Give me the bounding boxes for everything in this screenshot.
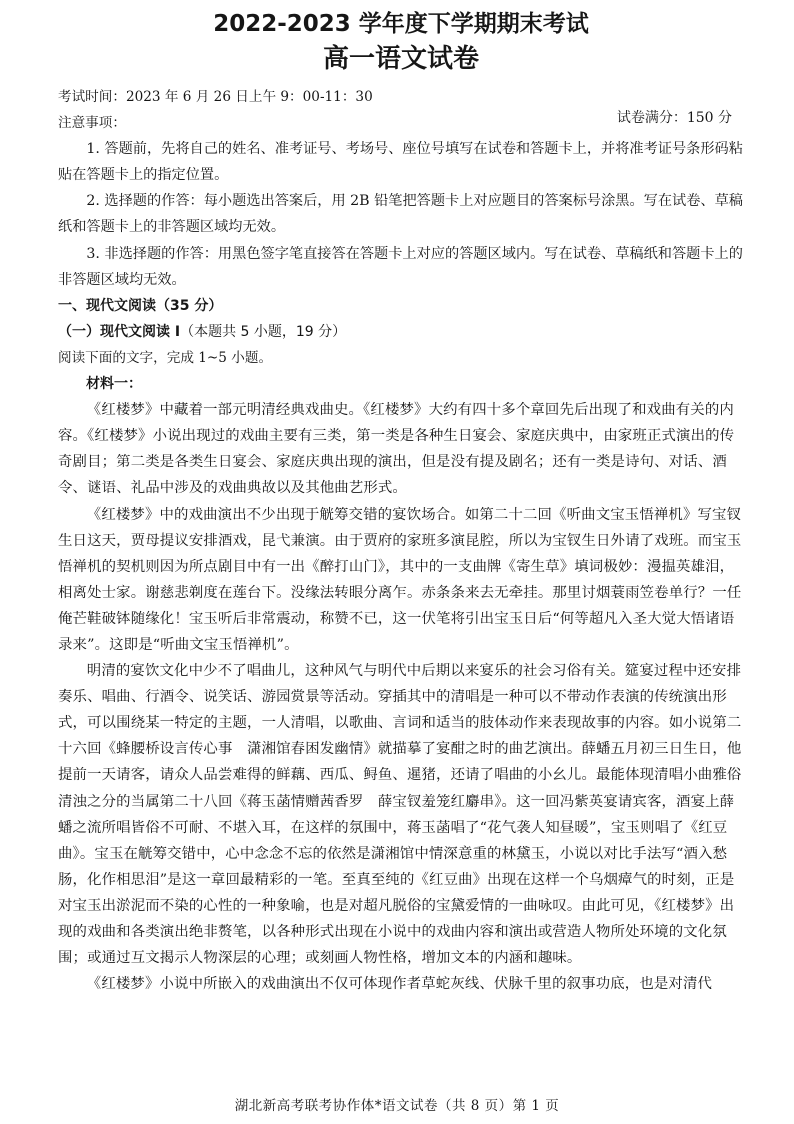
subsection-label: （一）现代文阅读 I: [58, 323, 181, 340]
note-item-3: 3. 非选择题的作答：用黑色签字笔直接答在答题卡上对应的答题区域内。写在试卷、草稿纸和答题卡上的非答题区域均无效。: [58, 245, 743, 288]
exam-time: 考试时间：2023 年 6 月 26 日上午 9：00-11：30: [58, 89, 373, 105]
page-footer: 湖北新高考联考协作体*语文试卷（共 8 页）第 1 页: [234, 1098, 560, 1114]
note-item-1: 1. 答题前，先将自己的姓名、准考证号、考场号、座位号填写在试卷和答题卡上，并将准考证号条形码粘贴在答题卡上的指定位置。: [58, 141, 743, 184]
material-label: 材料一：: [86, 376, 142, 393]
exam-title: 2022-2023 学年度下学期期末考试: [213, 11, 589, 37]
subsection-title: [58, 319, 744, 345]
body-paragraph-4: 《红楼梦》小说中所嵌入的戏曲演出不仅可体现作者草蛇灰线、伏脉千里的叙事功底，也是对清代: [86, 976, 713, 993]
subsection-detail: （本题共 5 小题，19 分）: [180, 323, 347, 340]
note-item-2: 2. 选择题的作答：每小题选出答案后，用 2B 铅笔把答题卡上对应题目的答案标号涂黑。写在试卷、草稿纸和答题卡上的非答题区域均无效。: [58, 193, 743, 236]
reading-instruction: 阅读下面的文字，完成 1~5 小题。: [58, 349, 273, 366]
body-paragraph-3: 明清的宴饮文化中少不了唱曲儿，这种风气与明代中后期以来宴乐的社会习俗有关。筵宴过程中还安排奏乐、唱曲、行酒令、说笑话、游园赏景等活动。穿插其中的清唱是一种可以不带动作表演的传统演出形式，可以围绕某一特定的主题，一人清唱，以歌曲、言词和适当的肢体动作来表现故事的内容。如小说第二十六回《蜂腰桥设言传心事 潇湘馆春困发幽情》就描摹了宴酣之时的曲艺演出。薛蟠五月初三日生日，他提前一天请客，请众人品尝难得的鲜藕、西瓜、鲟鱼、暹猪，还请了唱曲的小幺儿。最能体现清唱小曲雅俗清浊之分的当属第二十八回《蒋玉菡情赠茜香罗 薛宝钗羞笼红麝串》。这一回冯紫英宴请宾客，酒宴上薛蟠之流所唱皆俗不可耐、不堪入耳，在这样的氛围中，蒋玉菡唱了“花气袭人知昼暖”，宝玉则唱了《红豆曲》。宝玉在觥筹交错中，心中念念不忘的依然是潇湘馆中情深意重的林黛玉，小说以对比手法写“酒入愁肠，化作相思泪”是这一章回最精彩的一笔。至真至纯的《红豆曲》出现在这样一个乌烟瘴气的时刻，正是对宝玉出淤泥而不染的心性的一种象喻，也是对超凡脱俗的宝黛爱情的一曲咏叹。由此可见，《红楼梦》出现的戏曲和各类演出绝非赘笔，以各种形式出现在小说中的戏曲内容和演出或营造人物所处环境的文化氛围；或通过互文揭示人物深层的心理；或刻画人物性格，增加文本的内涵和趣味。: [58, 663, 742, 967]
body-paragraph-1: 《红楼梦》中藏着一部元明清经典戏曲史。《红楼梦》大约有四十多个章回先后出现了和戏曲有关的内容。《红楼梦》小说出现过的戏曲主要有三类，第一类是各种生日宴会、家庭庆典中，由家班正式演出的传奇剧目；第二类是各类生日宴会、家庭庆典出现的演出，但是没有提及剧名；还有一类是诗句、对话、酒令、谜语、礼品中涉及的戏曲典故以及其他曲艺形式。: [58, 402, 735, 497]
full-score: 试卷满分：150 分: [616, 110, 732, 126]
body-paragraph-2: 《红楼梦》中的戏曲演出不少出现于觥筹交错的宴饮场合。如第二十二回《听曲文宝玉悟禅机》写宝钗生日这天，贾母提议安排酒戏，昆弋兼演。由于贾府的家班多演昆腔，所以为宝钗生日外请了戏班。而宝玉悟禅机的契机则因为所点剧目中有一出《醉打山门》，其中的一支曲牌《寄生草》填词极妙：漫揾英雄泪，相离处士家。谢慈悲剃度在莲台下。没缘法转眼分离乍。赤条条来去无牵挂。那里讨烟蓑雨笠卷单行？一任俺芒鞋破钵随缘化！宝玉听后非常震动，称赞不已，这一伏笔将引出宝玉日后“何等超凡入圣大觉大悟诸语录来”。这即是“听曲文宝玉悟禅机”。: [58, 506, 742, 653]
section-title: 一、现代文阅读（35 分）: [58, 297, 223, 314]
paper-title: 高一语文试卷: [322, 44, 479, 74]
notes-heading: 注意事项：: [58, 115, 126, 132]
